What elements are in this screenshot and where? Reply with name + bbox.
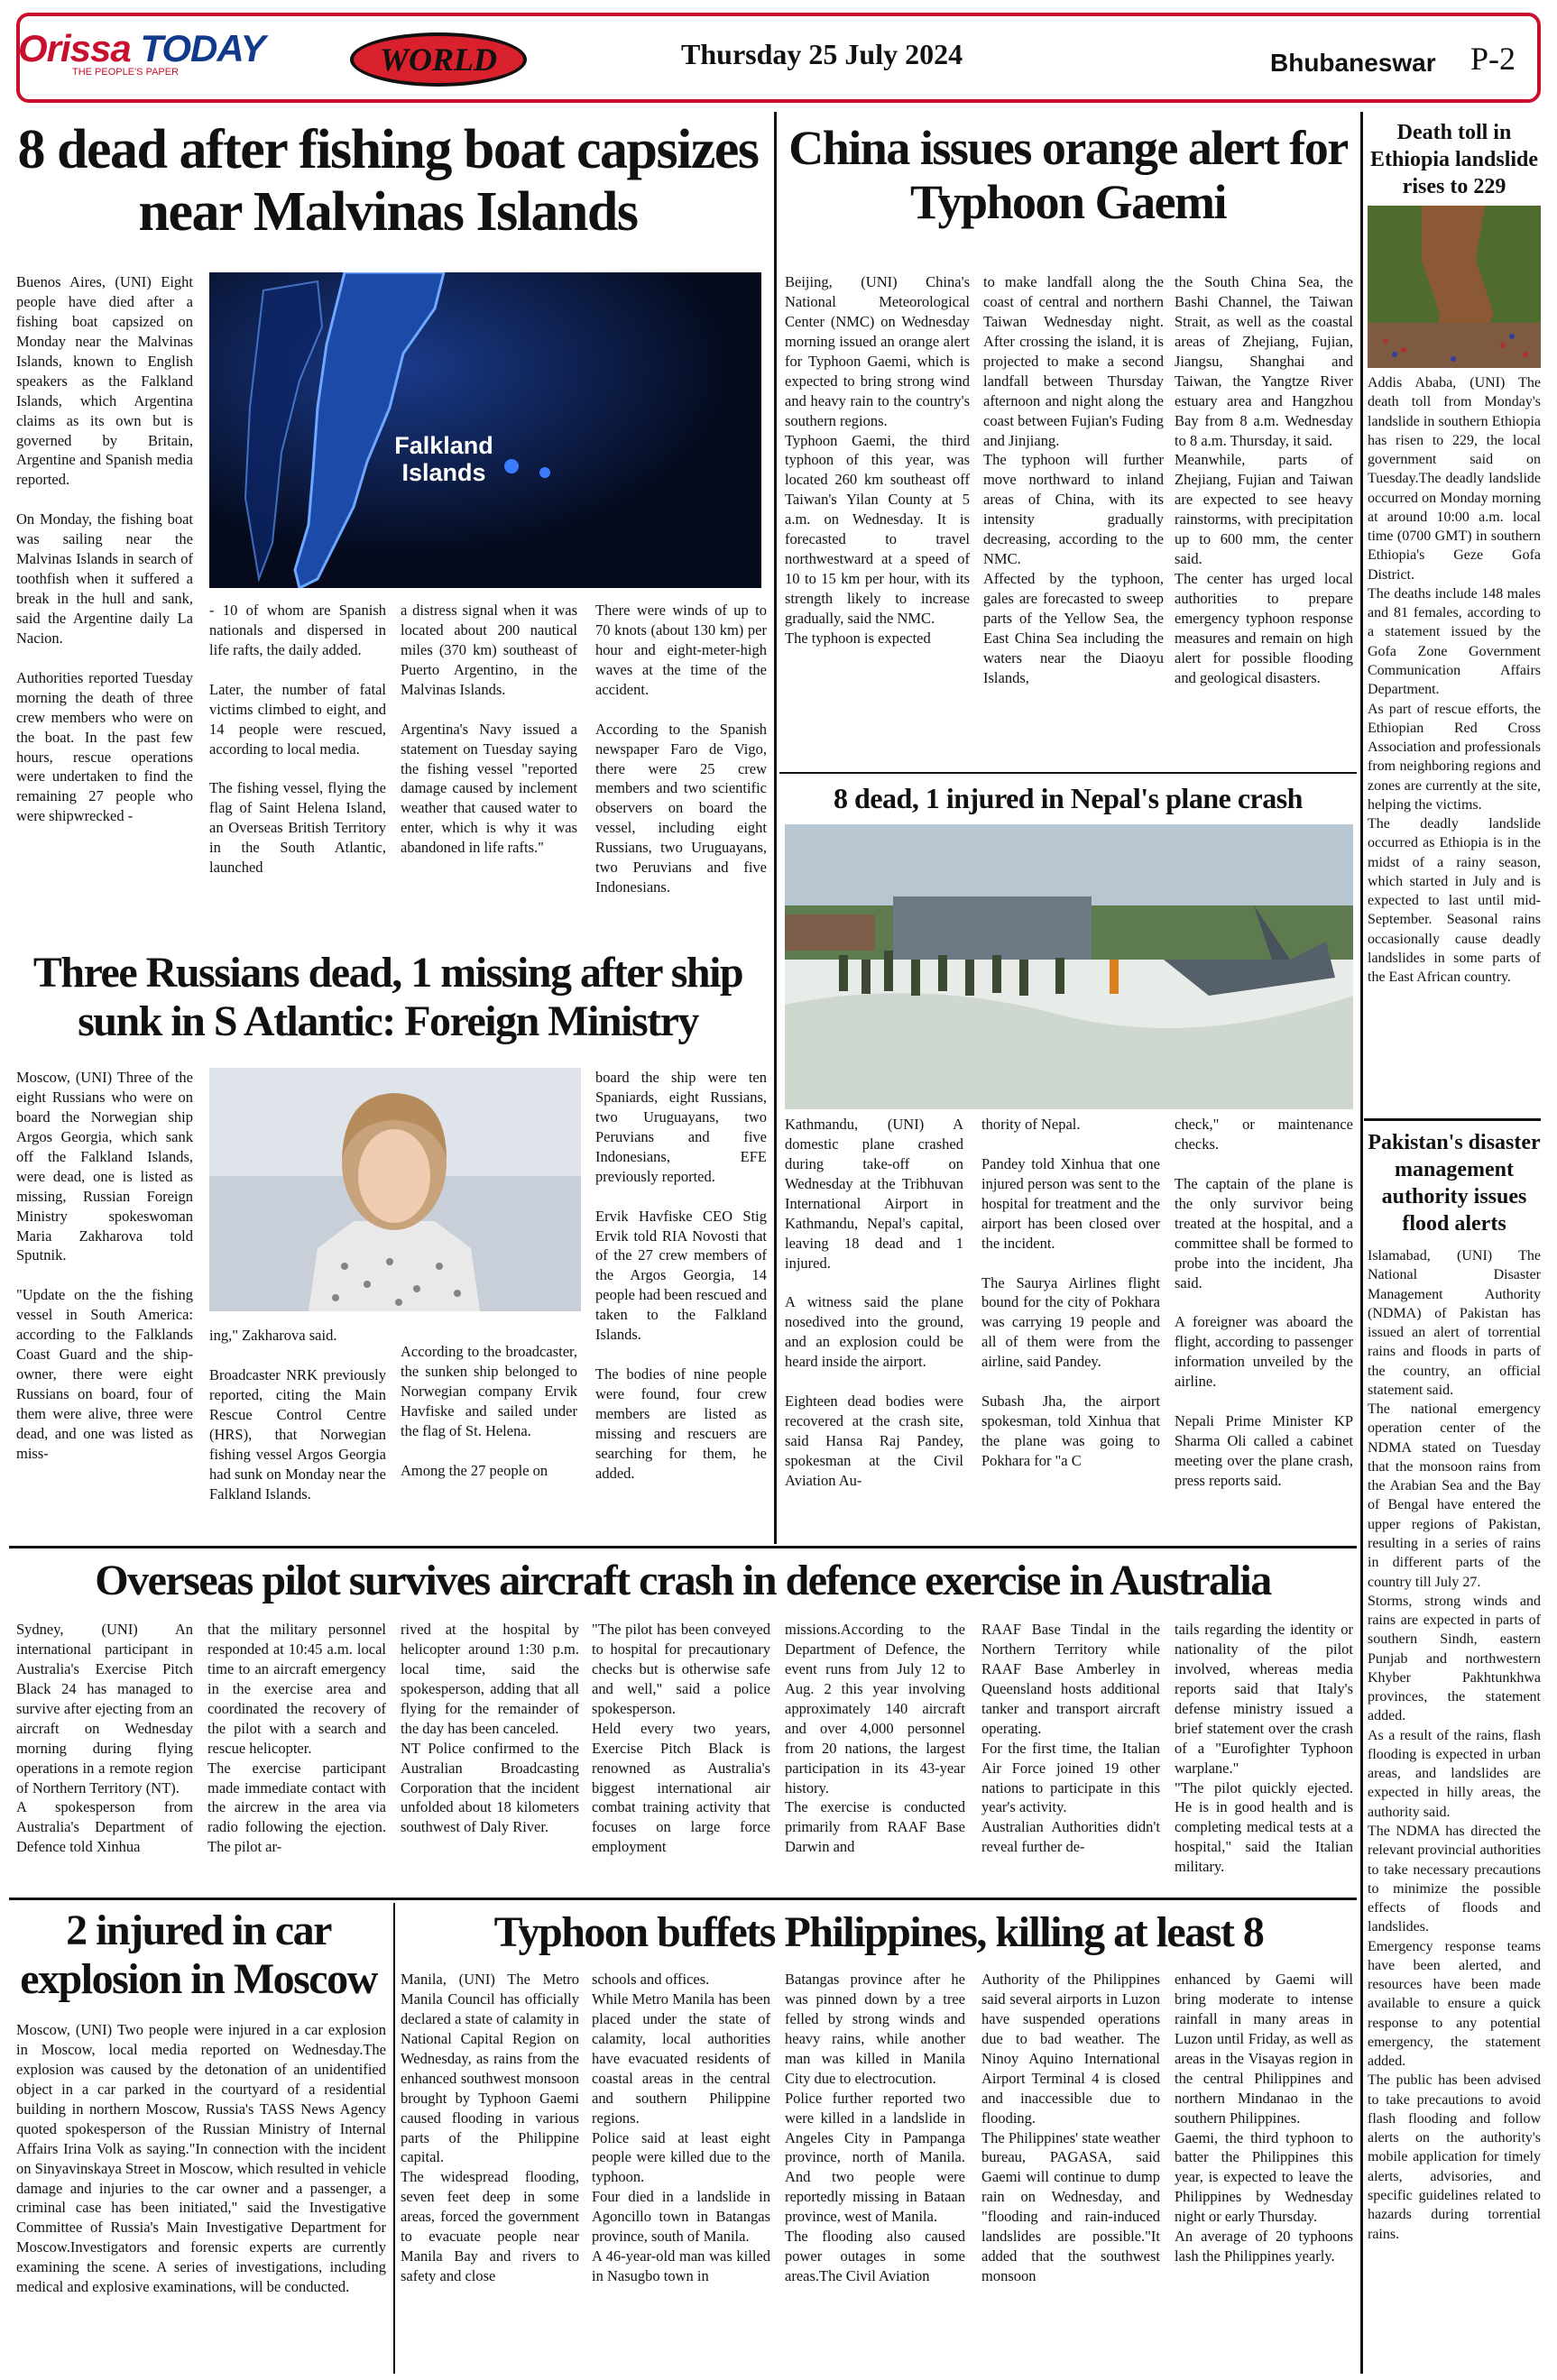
section-rule bbox=[9, 1898, 1357, 1900]
russians-col-4: board the ship were ten Spaniards, eight Russians, two Uruguayans, two Peruvians and five Indonesians, EFE previously reported. Ervik Havfiske CEO Stig Ervik told RIA Novosti that of the 27 crew members of the Argos Georgia, 14 people had been rescued and taken to the Falkland Islands. The bodies of nine people were found, four crew members are listed as missing and rescuers are searching for them, he added. bbox=[595, 1069, 767, 1482]
china-col-3: the South China Sea, the Bashi Channel, the Taiwan Strait, as well as the coastal areas of Zhejiang, Fujian, Jiangsu, Shanghai and Taiwan, the Yangtze River estuary area and Hangzhou Bay from 8 a.m. Wednesday to 8 a.m. Thursday, it said. Meanwhile, parts of Zhejiang, Fujian and Taiwan are expected to see heavy rainstorms, with precipitation up to 600 mm, the center said. The center has urged local authorities to prepare emergency typhoon response measures and remain on high alert for possible flooding and geological disasters. bbox=[1175, 273, 1353, 686]
australia-col-6: RAAF Base Tindal in the Northern Territory while RAAF Base Amberley in Queensland hosts additional tanker and transport aircraft operating. For the first time, the Italian Air Force joined 19 other nations to participate in this year's activity. Australian Authorities didn't reveal further de- bbox=[981, 1621, 1160, 1856]
philippines-col-3: Batangas province after he was pinned down by a tree felled by strong winds and heavy rains, while another man was killed in Manila City due to electrocution. Police further reported two were killed in a landslide in Angeles City in Pampanga province, north of Manila. And two people were reportedly missing in Bataan province, west of Manila. The flooding also caused power outages in some areas.The Civil Aviation bbox=[785, 1971, 965, 2285]
section-rule bbox=[1364, 1118, 1541, 1121]
map-label: Falkland Islands bbox=[394, 432, 493, 486]
nepal-col-3: check," or maintenance checks. The captain of the plane is the only survivor being treated at the hospital, and a committee shall be formed to probe into the incident, Jha said. A foreigner was aboard the flight, according to passenger information unveiled by the airline. Nepali Prime Minister KP Sharma Oli called a cabinet meeting over the plane crash, press reports said. bbox=[1175, 1116, 1353, 1489]
crash-site-photo bbox=[785, 824, 1353, 1109]
australia-headline: Overseas pilot survives aircraft crash in defence exercise in Australia bbox=[95, 1557, 1271, 1604]
section-rule bbox=[779, 772, 1357, 774]
australia-col-7: tails regarding the identity or nationality of the pilot involved, whereas media reports said that Italy's defense ministry issued a brief statement over the crash of a "Eurofighter Typhoon warplane." "The pilot quickly ejected. He is in good health and is completing medical tests at a hospital," said the Italian military. bbox=[1175, 1621, 1353, 1876]
russians-headline: Three Russians dead, 1 missing after ship sunk in S Atlantic: Foreign Ministry bbox=[32, 949, 743, 1045]
nepal-col-1: Kathmandu, (UNI) A domestic plane crashed during take-off on Wednesday at the Tribhuvan International Airport in Kathmandu, Nepal's capital, leaving 18 dead and 1 injured. A witness said the plane nosedived into the ground, and an explosion could be heard inside the airport. Eighteen dead bodies were recovered at the crash site, said Hansa Raj Pandey, spokesman at the Civil Aviation Au- bbox=[785, 1116, 963, 1489]
issue-date: Thursday 25 July 2024 bbox=[681, 38, 963, 70]
philippines-col-2: schools and offices. While Metro Manila has been placed under the state of calamity, local authorities have evacuated residents of coastal areas in the central and southern Philippine regions. Police said at least eight people were killed due to the typhoon. Four died in a landslide in Agoncillo town in Batangas province, south of Manila. A 46-year-old man was killed in Nasugbo town in bbox=[592, 1971, 770, 2285]
fishing-col-3: a distress signal when it was located about 200 nautical miles (370 km) southeast of Puerto Argentino, in the Malvinas Islands. Argentina's Navy issued a statement on Tuesday saying the fishing vessel "reported damage caused by inclement weather that caused water to enter, which is why it was abandoned in life rafts." bbox=[401, 602, 577, 857]
nepal-headline: 8 dead, 1 injured in Nepal's plane crash bbox=[834, 782, 1303, 814]
column-rule bbox=[393, 1903, 395, 2374]
russians-col-1: Moscow, (UNI) Three of the eight Russians who were on board the Norwegian ship Argos Georgia, which sank off the Falkland Islands, were dead, one is listed as missing, Russian Foreign Ministry spokeswoman Maria Zakharova told Sputnik. "Update on the the fishing vessel in South America: according to the Falklands Coast Guard and the ship-owner, there were eight Russians on board, four of them were alive, three were dead, and one was listed as miss- bbox=[16, 1069, 193, 1462]
australia-col-3: rived at the hospital by helicopter around 1:30 p.m. local time, said the spokesperson, adding that all flying for the remainder of the day has been canceled. NT Police confirmed to the Australian Broadcasting Corporation that the incident unfolded about 18 kilometers southwest of Daly River. bbox=[401, 1621, 579, 1836]
spokeswoman-photo bbox=[209, 1068, 581, 1311]
fishing-col-2: - 10 of whom are Spanish nationals and dispersed in life rafts, the daily added. Later, the number of fatal victims climbed to eight, and 14 people were rescued, according to local media. The fishing vessel, flying the flag of Saint Helena Island, an Overseas British Territory in the South Atlantic, launched bbox=[209, 602, 386, 877]
logo-prefix: Orissa bbox=[18, 27, 131, 69]
column-rule bbox=[774, 112, 777, 1544]
logo-name: TODAY bbox=[140, 27, 265, 69]
section-badge: WORLD bbox=[350, 32, 527, 87]
edition-city: Bhubaneswar bbox=[1270, 49, 1436, 77]
nepal-col-2: thority of Nepal. Pandey told Xinhua that one injured person was sent to the hospital for treatment and the airport has been closed over the incident. The Saurya Airlines flight bound for the city of Pokhara was carrying 19 people and all of them were from the airline, said Pandey. Subash Jha, the airport spokesman, told Xinhua that the plane was going to Pokhara for "a C bbox=[981, 1116, 1160, 1469]
fishing-headline: 8 dead after fishing boat capsizes near Malvinas Islands bbox=[17, 119, 759, 244]
logo-tagline: THE PEOPLE'S PAPER bbox=[72, 67, 180, 78]
australia-col-1: Sydney, (UNI) An international participant in Australia's Exercise Pitch Black 24 has managed to survive after ejecting from an aircraft on Wednesday morning during flying operations in a remote region of Northern Territory (NT). A spokesperson from Australia's Department of Defence told Xinhua bbox=[16, 1621, 193, 1856]
philippines-col-1: Manila, (UNI) The Metro Manila Council has officially declared a state of calamity in National Capital Region on Wednesday, as rains from the enhanced southwest monsoon brought by Typhoon Gaemi caused flooding in various parts of the Philippine capital. The widespread flooding, seven feet deep in some areas, forced the government to evacuate people near Manila Bay and rivers to safety and close bbox=[401, 1971, 579, 2285]
russians-col-3: According to the broadcaster, the sunken ship belonged to Norwegian company Ervik Havfiske and sailed under the flag of St. Helena. Among the 27 people on bbox=[401, 1343, 577, 1479]
australia-col-5: missions.According to the Department of Defence, the event runs from July 12 to Aug. 2 this year involving approximately 140 aircraft and over 4,000 personnel from 20 nations, the largest participation in its 43-year history. The exercise is conducted primarily from RAAF Base Darwin and bbox=[785, 1621, 965, 1856]
landslide-photo bbox=[1368, 206, 1541, 368]
page-number: P-2 bbox=[1470, 41, 1516, 77]
philippines-headline: Typhoon buffets Philippines, killing at least 8 bbox=[493, 1908, 1264, 1956]
fishing-col-1: Buenos Aires, (UNI) Eight people have died after a fishing boat capsized on Monday near the Malvinas Islands, known to English speakers as the Falkland Islands, which Argentina claims as its own but is governed by Britain, Argentine and Spanish media reported. On Monday, the fishing boat was sailing near the Malvinas Islands in search of toothfish when it suffered a break in the hull and sank, said the Argentine daily La Nacion. Authorities reported Tuesday morning the death of three crew members who were on the boat. In the past few hours, rescue operations were undertaken to find the remaining 27 people who were shipwrecked - bbox=[16, 273, 193, 825]
moscow-headline: 2 injured in car explosion in Moscow bbox=[20, 1907, 377, 2003]
china-headline: China issues orange alert for Typhoon Gaemi bbox=[788, 121, 1348, 230]
philippines-col-5: enhanced by Gaemi will bring moderate to intense rainfall in many areas in Luzon until Friday, as well as areas in the Visayas region in the central Philippines and northern Mindanao in the southern Philippines. Gaemi, the third typhoon to batter the Philippines this year, is expected to leave the Philippines by Wednesday night or early Thursday. An average of 20 typhoons lash the Philippines yearly. bbox=[1175, 1971, 1353, 2265]
falkland-map-image bbox=[209, 272, 761, 588]
ethiopia-headline: Death toll in Ethiopia landslide rises to 229 bbox=[1369, 121, 1539, 198]
china-col-1: Beijing, (UNI) China's National Meteorological Center (NMC) on Wednesday morning issued an orange alert for Typhoon Gaemi, which is expected to bring strong wind and heavy rain to the country's southern regions. Typhoon Gaemi, the third typhoon of this year, was located 260 km southeast off Taiwan's Yilan County at 5 a.m. on Wednesday. It is forecasted to travel northwestward at a speed of 10 to 15 km per hour, with its strength likely to increase gradually, said the NMC. The typhoon is expected bbox=[785, 273, 970, 647]
fishing-col-4: There were winds of up to 70 knots (about 130 km) per hour and eight-meter-high waves at the time of the accident. According to the Spanish newspaper Faro de Vigo, there were 25 crew members and two scientific observers on board the vessel, including eight Russians, two Uruguayans, two Peruvians and five Indonesians. bbox=[595, 602, 767, 896]
pakistan-headline: Pakistan's disaster management authority issues flood alerts bbox=[1368, 1131, 1541, 1236]
ethiopia-body: Addis Ababa, (UNI) The death toll from Monday's landslide in southern Ethiopia has risen to 229, the local government said on Tuesday.The deadly landslide occurred on Monday morning at around 10:00 a.m. local time (0700 GMT) in southern Ethiopia's Geze Gofa District. The deaths include 148 males and 81 females, according to a statement issued by the Gofa Zone Government Communication Affairs Department. As part of rescue efforts, the Ethiopian Red Cross Association and professionals from neighboring regions and zones are currently at the site, helping the victims. The deadly landslide occurred as Ethiopia is in the midst of a rainy season, which started in July and is expected to last until mid-September. Seasonal rains occasionally cause deadly landslides in some parts of the East African country. bbox=[1368, 375, 1541, 986]
pakistan-body: Islamabad, (UNI) The National Disaster Management Authority (NDMA) of Pakistan has issued an alert of torrential rains and floods in parts of the country, an official statement said. The national emergency operation center of the NDMA stated on Tuesday that the monsoon rains from the Arabian Sea and the Bay of Bengal have entered the upper regions of Pakistan, resulting in a series of rains in different parts of the country till July 27. Storms, strong winds and rains are expected in parts of southern Sindh, eastern Punjab and northwestern Khyber Pakhtunkhwa provinces, the statement added. As a result of the rains, flash flooding is expected in urban areas, and landslides are expected in hilly areas, the authority said. The NDMA has directed the relevant provincial authorities to take necessary precautions to minimize the possible effects of floods and landslides. Emergency response teams have been alerted, and resources have been made available to ensure a quick response to any potential emergency, the statement added. The public has been advised to take precautions to avoid flash flooding and follow alerts on the authority's mobile application for timely alerts, advisories, and specific guidelines related to hazards during torrential rains. bbox=[1368, 1248, 1541, 2242]
column-rule bbox=[1360, 112, 1363, 2374]
moscow-body: Moscow, (UNI) Two people were injured in a car explosion in Moscow, local media reported on Wednesday.The explosion was caused by the detonation of an unidentified object in a car parked in the courtyard of a residential building in northern Moscow, Russia's TASS News Agency quoted spokesperson of the Russian Ministry of Internal Affairs Irina Volk as saying."In connection with the incident on Sinyavinskaya Street in Moscow, which resulted in vehicle damage and injuries to the car owner and a passenger, a criminal case has been initiated," said the Investigative Committee of Russia's Main Investigative Department for Moscow.Investigators and forensic experts are currently examining the scene. A series of investigations, including medical and explosive examinations, will be conducted. bbox=[16, 2021, 386, 2296]
china-col-2: to make landfall along the coast of central and northern Taiwan Wednesday night. After crossing the island, it is projected to make a second landfall between Thursday afternoon and night along the coast between Fujian's Fuding and Jinjiang. The typhoon will further move northward to inland areas of China, with its intensity gradually decreasing, according to the NMC. Affected by the typhoon, gales are forecasted to sweep parts of the Yellow Sea, the East China Sea including the waters near the Diaoyu Islands, bbox=[983, 273, 1164, 686]
section-rule bbox=[9, 1546, 1357, 1548]
australia-col-4: "The pilot has been conveyed to hospital for precautionary checks but is otherwise safe and well," said a police spokesperson. Held every two years, Exercise Pitch Black is renowned as Australia's biggest international air combat training activity that focuses on large force employment bbox=[592, 1621, 770, 1856]
logo[interactable] bbox=[18, 27, 265, 78]
russians-col-2: ing," Zakharova said. Broadcaster NRK previously reported, citing the Main Rescue Control Centre (HRS), that Norwegian fishing vessel Argos Georgia had sunk on Monday near the Falkland Islands. bbox=[209, 1327, 386, 1502]
australia-col-2: that the military personnel responded at 10:45 a.m. local time to an aircraft emergency in the exercise area and coordinated the recovery of the pilot with a search and rescue helicopter. The exercise participant made immediate contact with the aircrew in the area via radio following the ejection. The pilot ar- bbox=[207, 1621, 386, 1856]
philippines-col-4: Authority of the Philippines said several airports in Luzon have suspended operations due to bad weather. The Ninoy Aquino International Airport Terminal 4 is closed and inaccessible due to flooding. The Philippines' state weather bureau, PAGASA, said Gaemi will continue to dump rain on Wednesday, and "flooding and rain-induced landslides are possible."It added that the southwest monsoon bbox=[981, 1971, 1160, 2285]
